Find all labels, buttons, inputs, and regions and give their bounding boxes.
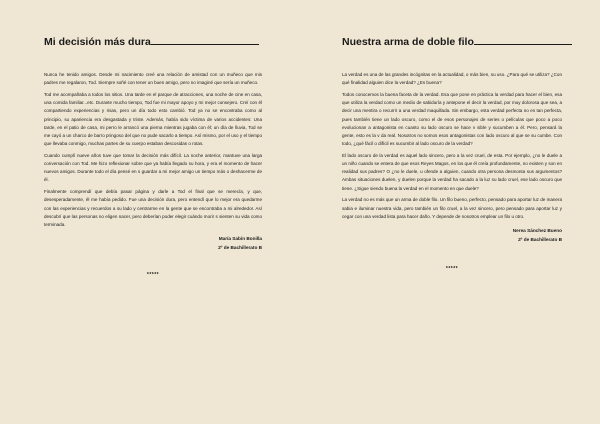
left-paragraph-3: Cuando cumplí nueve años tuve que tomar la decisión más difícil. La noche anterior, mantuve una larga conversación con Tod. Me hizo reflexionar sobre que ya había llegado su hora, y era el momento de hacer nuevos amigos. Durante todo el día pensé en s guardar a mi mejor amigo un tiempo más o deshacerme de él. xyxy=(44,152,262,183)
right-author-name: Nerea Sánchez Bueno xyxy=(512,227,562,233)
right-body xyxy=(342,71,562,221)
right-title-text: Nuestra arma de doble filo xyxy=(342,36,474,48)
right-paragraph-2: Todos conocemos la buena faceta de la verdad. Esa que pone en práctica la verdad para hacer el bien, esa que utiliza la verdad como un medio de sabiduría y antepone el decir la verdad, por muy dolorosa que sea, a decir una mentira o recurrir a una verdad maquillada. Sin embargo, esta verdad perfecta no es tan perfecta, pues también tiene un lado oscuro, como el de esos personajes de series o películas que poco a poco evolucionan a antagonista en cuanto su lado oscuro se hace v sible y sucumben a él. Pero, pensará la gente, esto es la v da real. Nosotros no somos esos antagonistas con lado oscuro al que se su cumbe. Con todo, ¿qué fácil o difícil es sucumbir al lado oscuro de la verdad? xyxy=(342,91,562,147)
left-author-name: María Sabín Bonilla xyxy=(218,236,262,242)
right-signature xyxy=(342,226,562,244)
right-separator: ***** xyxy=(445,265,459,272)
right-page xyxy=(300,0,600,424)
title-underline xyxy=(474,44,572,45)
title-underline xyxy=(151,44,259,45)
left-paragraph-4: Finalmente comprendí que debía pasar página y darle a Tod el final que se merecía, y que, desesperadamente, él me había pedido. Fue una decisión dura, pero entendí que lo mejor era quedarme con las experiencias y recuerdos a su lado y centrarme en la gente que se encontraba a mi alrededor. Así descubrí que las personas no eligen nacer, pero deberían poder elegir cuándo morir s sienten su vida como terminada. xyxy=(44,189,262,227)
left-body xyxy=(44,71,262,229)
right-column xyxy=(342,36,562,272)
right-paragraph-4: La verdad no es más que un arma de doble filo. Un filo bueno, perfecto, pensado para aportar luz de manera sabia e iluminar nuestra vida, pero también un filo cruel, a la vez sincero, pero pensado para aportar luz y cegar con una verdad lista para hacer daño. Y depende de nosotros emplear un filo u otro. xyxy=(342,197,562,219)
left-paragraph-1: Nunca he tenido amigos. Desde mi nacimiento creé una relación de amistad con un muñeco que mis padres me regalaron, Tod. Siempre soñé con tener un buen amigo, pero no imaginé que sería un muñeco. xyxy=(44,72,262,86)
left-separator: ***** xyxy=(146,272,160,279)
left-signature xyxy=(44,234,262,252)
left-column xyxy=(44,36,262,278)
left-paragraph-2: Tod me acompañaba a todos los sitios. Una tarde en el parque de atracciones, una noche de cine en casa, una comida familiar...etc. Durante mucho tiempo, Tod fue mi mayor apoyo y mi mejor consejero. Creí con él compartiendo experiencias y risas, pero un día todo esto cambió. Tod ya no se encontraba como al principio, su apariencia era desgastada y triste. Además, había sido víctima de varios accidentes: Una tarde, en el patio de casa, mi perro le arrancó una pierna mientras jugaba con él; un día de lluvia, Tod se me cayó a un charco de barro pringoso del que no pude sacarlo a tiempo. Así mismo, por el uso y el tiempo que llevaba conmigo, muchas partes de su cuerpo estaban descosidas o rotas. xyxy=(44,91,262,147)
right-author-course: 2º de Bachillerato B xyxy=(518,236,562,242)
left-title-text: Mi decisión más dura xyxy=(44,36,151,48)
left-author-course: 2º de Bachillerato B xyxy=(218,245,262,251)
right-paragraph-3: El lado oscuro de la verdad es aquel lado sincero, pero a la vez cruel, de esta. Por ejemplo, ¿no le duele a un niño cuando se entera de que esos Reyes Magos, en los que él creía profundamente, no existen y son en realidad sus padres? O ¿no le duele, u ofende a alguien, cuando otra persona desmonta sus argumentos? Ambas situaciones duelen, y duelen porque la verdad ha sacado a la luz su lado cruel, ese lado oscuro que tiene. ¿Sigue siendo buena la verdad en el momento en que duele? xyxy=(342,152,562,191)
right-paragraph-1: La verdad es una de las grandes incógnitas en la actualidad, o más bien, su uso. ¿Para qué se utiliza? ¿Con qué finalidad alguien dice la verdad? ¿Es buena? xyxy=(342,72,562,86)
right-title xyxy=(342,36,562,49)
left-title xyxy=(44,36,262,49)
